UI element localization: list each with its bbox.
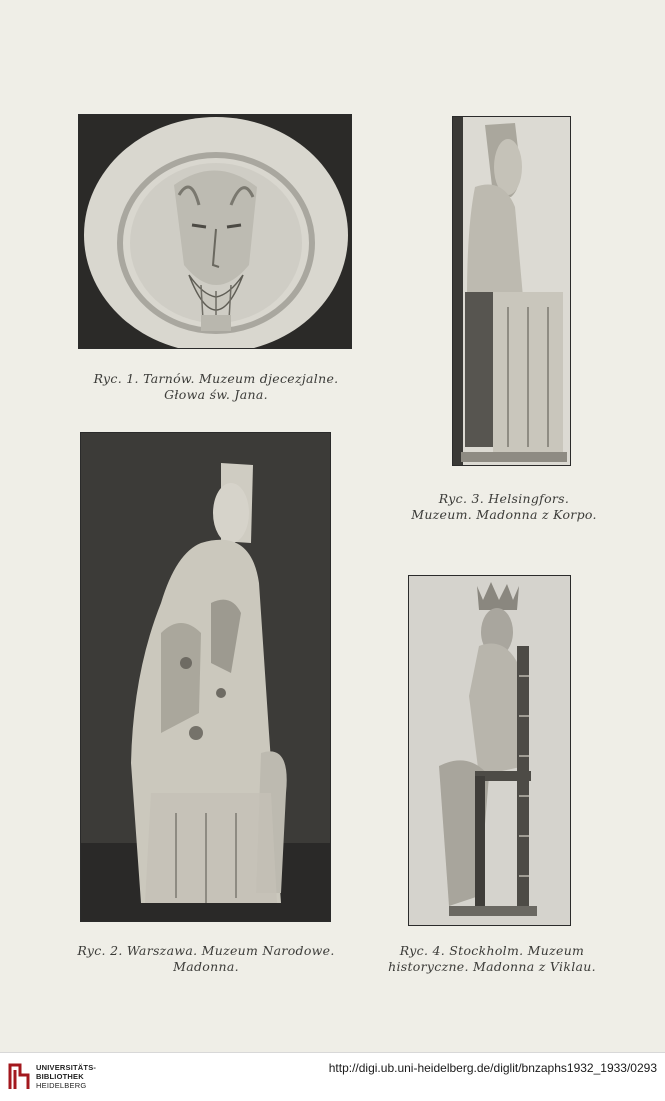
relief-head-image bbox=[79, 115, 352, 349]
figure-4-caption bbox=[382, 943, 602, 975]
caption-line: Ryc. 2. Warszawa. Muzeum Narodowe. bbox=[77, 943, 335, 958]
logo-line: BIBLIOTHEK bbox=[36, 1072, 84, 1081]
caption-line: Głowa św. Jana. bbox=[164, 387, 268, 402]
caption-line: historyczne. Madonna z Viklau. bbox=[388, 959, 596, 974]
figure-2-photo bbox=[80, 432, 331, 922]
footer-bar bbox=[0, 1052, 665, 1101]
caption-line: Ryc. 1. Tarnów. Muzeum djecezjalne. bbox=[93, 371, 339, 386]
madonna-viklau-image bbox=[409, 576, 571, 926]
madonna-korpo-image bbox=[453, 117, 571, 466]
figure-3-photo bbox=[452, 116, 571, 466]
figure-1-photo bbox=[78, 114, 352, 349]
caption-line: Ryc. 3. Helsingfors. bbox=[438, 491, 570, 506]
caption-line: Ryc. 4. Stockholm. Muzeum bbox=[399, 943, 585, 958]
figure-4-photo bbox=[408, 575, 571, 926]
madonna-warszawa-image bbox=[81, 433, 331, 922]
caption-line: Muzeum. Madonna z Korpo. bbox=[411, 507, 597, 522]
caption-line: Madonna. bbox=[173, 959, 239, 974]
figure-2-caption bbox=[68, 943, 344, 975]
library-logo-text bbox=[36, 1063, 96, 1090]
library-logo-icon bbox=[8, 1061, 30, 1091]
figure-3-caption bbox=[406, 491, 602, 523]
library-logo[interactable] bbox=[8, 1059, 128, 1095]
source-url-link[interactable]: http://digi.ub.uni-heidelberg.de/diglit/bnzaphs1932_1933/0293 bbox=[328, 1061, 657, 1075]
logo-line: UNIVERSITÄTS- bbox=[36, 1063, 97, 1072]
logo-line: HEIDELBERG bbox=[36, 1081, 87, 1090]
figure-1-caption bbox=[70, 371, 362, 403]
